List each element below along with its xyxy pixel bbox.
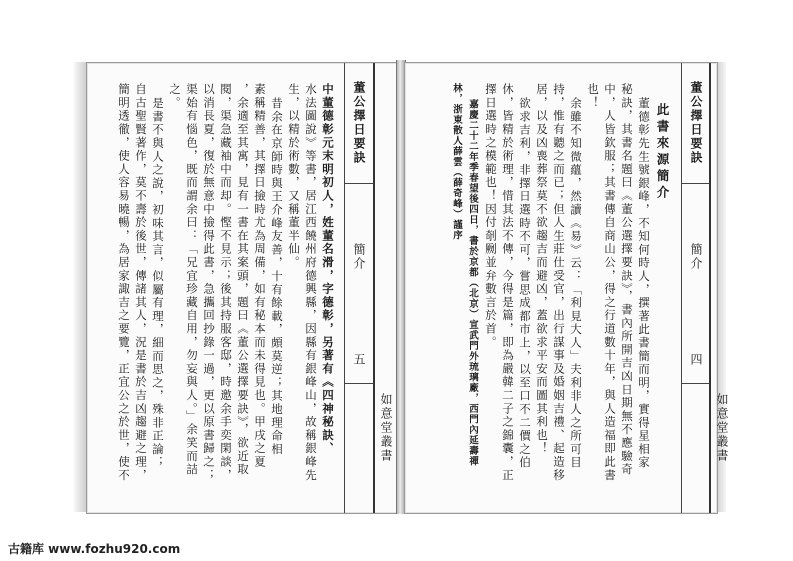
page-number: 四 — [689, 353, 703, 367]
margin-divider — [345, 383, 373, 384]
page-edge-left — [74, 62, 86, 512]
text-column: 擇日選時之模範也！因付剞劂並弁數言於首。 — [484, 83, 498, 349]
section-label: 簡介 — [352, 243, 366, 271]
section-label: 簡介 — [689, 243, 703, 271]
book-title: 董公擇日要訣 — [689, 81, 703, 165]
text-column: ，余適至其寓，見有一書在其案頭，題曰《董公選擇要訣》，欲近取 — [236, 83, 250, 477]
section-heading: 此書來源簡介 — [655, 103, 670, 202]
text-column: 居，以及凶喪葬祭莫不欲趨吉而避凶，蓋欲求平安而圖其利也！ — [535, 83, 549, 456]
text-column: 水法圖說》等書，居江西饒州府德興縣，因縣有銀峰山，故稱銀峰先 — [304, 83, 318, 482]
text-column: 休，皆精於術理，惜其法不傳，今得是篇，即為嚴韓二子之錦囊，正 — [501, 83, 515, 482]
publisher-label: 如意堂叢書 — [379, 393, 393, 463]
margin-rule — [344, 63, 345, 513]
text-column: 生，以精於術數，又稱董半仙。 — [287, 83, 301, 270]
text-column: 余雖不知微蘊，然讀《易》云：「利見大人」夫利非人之所可目 — [569, 97, 583, 470]
text-column: 昔余在京師時與王介峰友善，十有餘載，頗莫逆；其地理命相 — [270, 97, 284, 457]
site-watermark: 古籍库 www.fozhu920.com — [8, 542, 181, 556]
text-column: 之。 — [168, 83, 182, 110]
text-column: 閱，渠急藏袖中而却。慳不見示；後其持服客邸，時邀余手奕閑談， — [219, 83, 233, 482]
text-column: 欲求吉利，非擇日選時不可，嘗思成都市上，以至口不二價之伯 — [518, 97, 532, 470]
text-column: 持，惟有聽之而已；但人生莊仕受官，出行謀事及婚姻吉禮、起造移 — [552, 83, 566, 482]
margin-rule — [373, 63, 375, 513]
margin-divider — [682, 183, 709, 184]
right-page — [404, 62, 729, 514]
text-column: 簡明透徹，使人容易曉暢，為居家諏吉之要覽，正宜公之於世，使不 — [117, 83, 131, 482]
page-number: 五 — [352, 353, 366, 367]
margin-rule — [681, 63, 682, 513]
text-column: 素稱精善，其擇日撿時尤為周備，如有秘本而未得見也。甲戌之夏 — [253, 83, 267, 469]
margin-rule — [709, 63, 711, 513]
text-column: 秘訣，其書名題曰《董公選擇要訣》，書內所開吉凶日期無不應驗奇 — [620, 83, 634, 477]
margin-divider — [345, 183, 373, 184]
text-column: 董德彰先生號銀峰，不知何時人，撰著此書簡而明，實得星相家 — [637, 97, 651, 470]
colophon-line: 林，浙東散人薛雲（薛奇峰）謹序 — [451, 83, 462, 241]
margin-divider — [682, 383, 709, 384]
text-column: 也！ — [586, 83, 600, 110]
publisher-label: 如意堂叢書 — [715, 393, 729, 463]
colophon-line: 嘉慶二十二年季春望後四日，書於京都（北京）宣武門外琉璃廠，西門內延壽禪 — [467, 99, 478, 467]
text-column: 中，人皆欽服；其書傳自商山公，得之行道數十年，與人造福即此書 — [603, 83, 617, 482]
book-title: 董公擇日要訣 — [352, 81, 366, 165]
text-column: 自古聖賢著作，莫不壽於後世，傳諸其人，況是書於吉凶趨避之理， — [134, 83, 148, 482]
left-page — [86, 62, 398, 514]
text-column: 以消長夏，復於無意中撿得此書，急攜回抄錄一過，更以原書歸之； — [202, 83, 216, 482]
text-column: 是書不與人之說，初味其言，似屬有理，細而思之，殊非正論； — [151, 97, 165, 470]
text-column: 中董德彰元末明初人，姓董名滑，字德彰，另著有《四神秘訣、 — [321, 83, 335, 456]
text-column: 渠始有惱色，既而謂余曰：「兄宜珍藏自用，勿妄與人。」余笑而詰 — [185, 83, 199, 477]
